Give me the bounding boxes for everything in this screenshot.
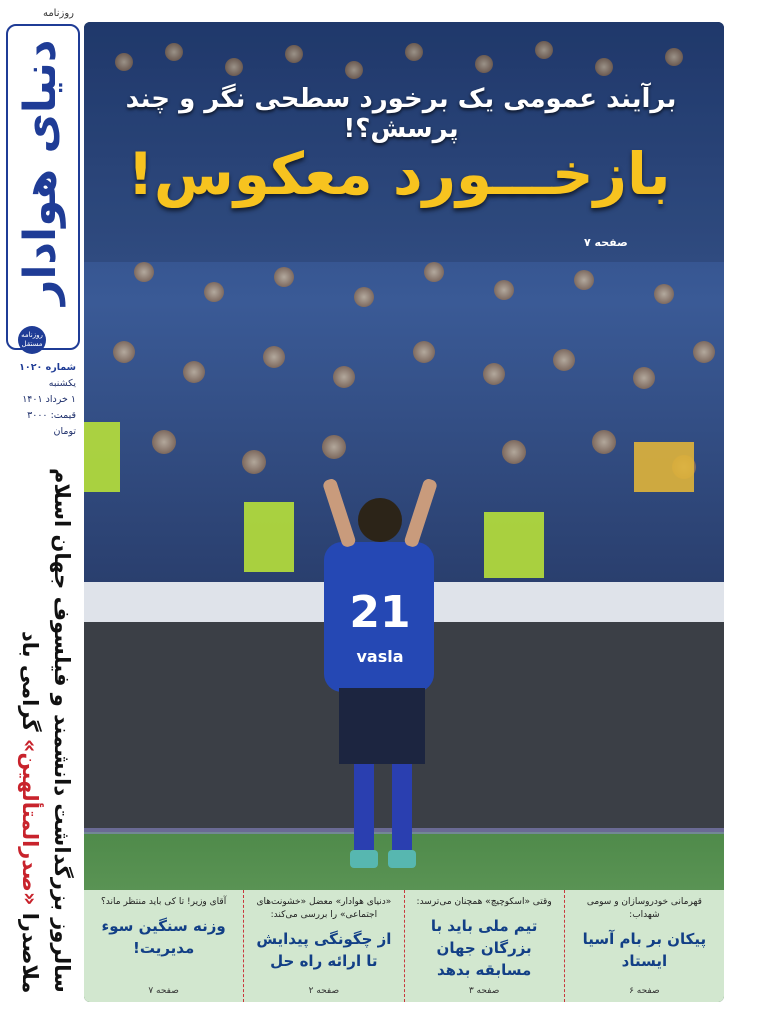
jersey-number: 21 — [349, 587, 411, 638]
teaser-kicker: قهرمانی خودروسازان و سومی شهداب: — [586, 897, 702, 920]
issue-info — [4, 360, 76, 440]
teaser-3[interactable] — [243, 890, 403, 1002]
logo — [6, 24, 80, 350]
sidebar-headline[interactable] — [8, 463, 78, 993]
price: قیمت: ۳۰۰۰ تومان — [27, 410, 76, 437]
masthead — [4, 8, 80, 1014]
weekday: یکشنبه — [48, 378, 76, 389]
teaser-page: صفحه ۳ — [468, 986, 500, 996]
paper-kind: روزنامه — [42, 8, 74, 19]
cover-headline[interactable]: بازخـــورد معکوس! — [127, 140, 671, 208]
jersey-sponsor: vasla — [356, 647, 404, 666]
teaser-title: پیکان بر بام آسیا ایستاد — [582, 930, 707, 970]
teaser-4[interactable] — [84, 890, 243, 1002]
sidebar-headline-part2: گرامی باد — [18, 630, 42, 732]
teaser-kicker: وقتی «اسکوچیچ» همچنان می‌ترسد: — [416, 897, 552, 907]
teaser-page: صفحه ۶ — [629, 986, 660, 996]
seal-icon: روزنامه مستقل — [18, 326, 46, 354]
teaser-page: صفحه ۲ — [308, 986, 340, 996]
logo-text: دنیای هوادار — [15, 39, 66, 305]
teaser-page: صفحه ۷ — [148, 986, 179, 996]
teaser-title: تیم ملی باید با بزرگان جهان مسابقه بدهد — [430, 917, 538, 979]
cover-photo-panel[interactable] — [84, 22, 724, 1002]
teaser-kicker: آقای وزیر! تا کی باید منتظر ماند؟ — [101, 897, 227, 907]
cover-page-ref: صفحه ۷ — [584, 236, 628, 249]
issue-number: شماره ۱۰۲۰ — [19, 362, 76, 373]
cover-kicker: برآیند عمومی یک برخورد سطحی نگر و چند پرسش؟! — [125, 84, 677, 144]
teaser-title: از چگونگی پیدایش تا ارائه راه حل — [256, 930, 392, 970]
teaser-1[interactable] — [564, 890, 724, 1002]
sidebar-headline-highlight: «صدرالمتألهین» — [18, 738, 42, 906]
issue-date: ۱ خرداد ۱۴۰۱ — [22, 394, 76, 405]
teaser-2[interactable] — [404, 890, 564, 1002]
sidebar-headline-part1: سالروز بزرگداشت دانشمند و فیلسوف جهان اسلام ملاصدرا — [18, 468, 74, 993]
teaser-strip — [84, 890, 724, 1002]
teaser-title: وزنه سنگین سوء مدیریت! — [101, 917, 226, 957]
teaser-kicker: «دنیای هوادار» معضل «خشونت‌های اجتماعی» را بررسی می‌کند: — [256, 897, 392, 920]
